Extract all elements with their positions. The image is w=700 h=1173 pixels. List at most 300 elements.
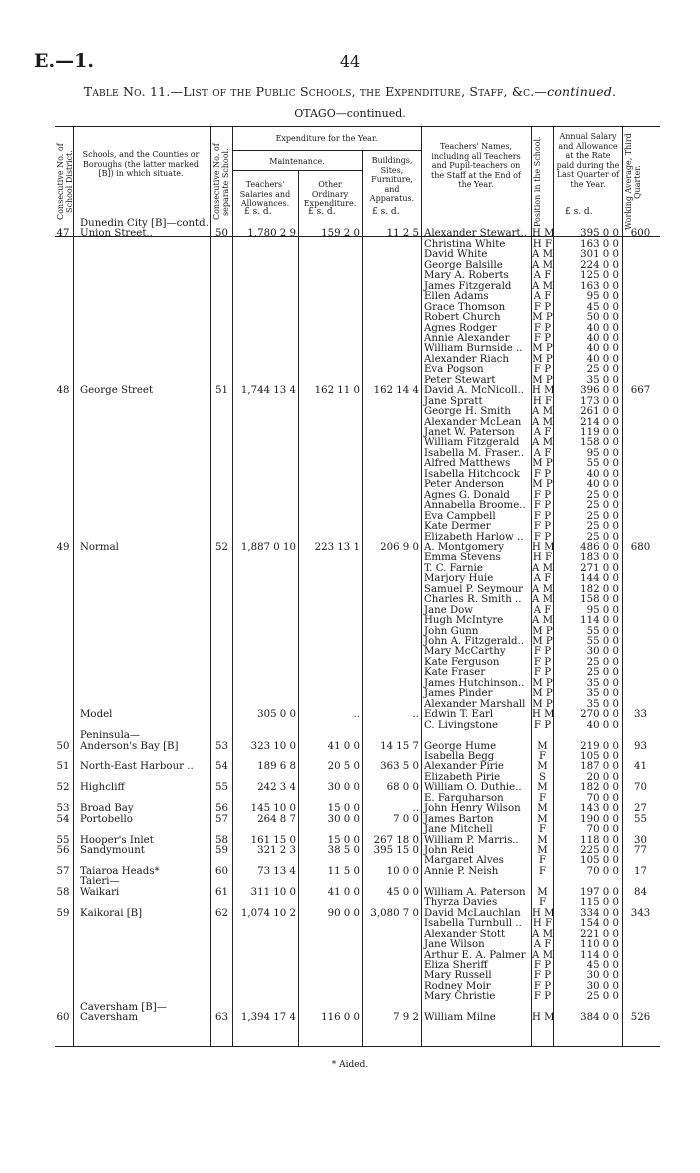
cell-teacher: E. Farquharson [424,792,504,804]
cell-school: Caversham [80,1012,139,1024]
cell-annual-salary: 30 0 0 [586,970,619,982]
cell-position: F P [533,646,552,658]
cell-annual-salary: 70 0 0 [586,824,619,836]
cell-annual-salary: 271 0 0 [580,562,619,574]
cell-buildings: 45 0 0 [386,886,419,898]
cell-teacher: Alexander Stewart.. [424,228,528,240]
cell-position: F [538,792,547,804]
cell-position: H F [532,552,553,564]
cell-teacher: Annie P. Neish [424,865,499,877]
cell-annual-salary: 40 0 0 [586,468,619,480]
cell-teacher: Eva Pogson [424,364,484,376]
cell-salaries: 311 10 0 [250,886,296,898]
cell-annual-salary: 395 0 0 [580,228,619,240]
cell-school: Kaikorai [B] [80,907,143,919]
cell-position: A M [532,583,554,595]
cell-school-no: 55 [215,782,228,794]
cell-position: F P [533,531,552,543]
cell-school-no: 63 [215,1012,228,1024]
cell-teacher: Agnes G. Donald [424,489,510,501]
cell-school-no: 54 [215,761,228,773]
cell-school: Anderson's Bay [B] [80,740,179,752]
cell-position: F P [533,500,552,512]
cell-teacher: Arthur E. A. Palmer [424,949,526,961]
cell-position: M [537,813,548,825]
cell-position: M P [532,677,553,689]
cell-district-no: 58 [56,886,70,898]
cell-school-no: 58 [215,834,228,846]
cell-annual-salary: 95 0 0 [586,447,619,459]
cell-position: H M [532,385,555,397]
cell-position: M [537,782,548,794]
cell-position: F P [533,301,552,313]
cell-position: F [538,897,547,909]
cell-position: F P [533,332,552,344]
cell-annual-salary: 25 0 0 [586,667,619,679]
cell-buildings: 7 9 2 [393,1012,419,1024]
cell-working-average: 77 [634,845,647,856]
cell-other-expenditure: 15 0 0 [327,803,360,815]
cell-annual-salary: 25 0 0 [586,656,619,668]
cell-position: H M [532,907,555,919]
bld-units: £ s. d. [372,207,400,217]
cell-district-no: 47 [56,228,70,240]
cell-position: A F [533,427,552,438]
cell-school-no: 50 [215,228,228,240]
cell-working-average: 27 [634,803,647,815]
cell-teacher: Jane Wilson [424,939,485,951]
cell-other-expenditure: 162 11 0 [314,385,360,397]
cell-position: F P [533,489,552,501]
cell-school-no: 60 [215,865,228,877]
cell-annual-salary: 158 0 0 [580,437,619,449]
header-working-average: Working Average, Third Quarter. [624,133,642,231]
cell-buildings: 7 0 0 [393,813,419,825]
cell-other-expenditure: .. [353,709,360,721]
cell-teacher: C. Livingstone [424,719,499,731]
cell-other-expenditure: 20 5 0 [327,761,360,773]
cell-position: M P [532,698,553,710]
cell-position: M [537,761,548,773]
cell-position: A F [533,573,552,585]
cell-position: M P [532,353,553,365]
cell-teacher: George H. Smith [424,406,511,418]
cell-teacher: George Balsille [424,259,503,271]
cell-buildings: 267 18 0 [373,834,419,846]
cell-annual-salary: 270 0 0 [580,709,619,721]
cell-annual-salary: 163 0 0 [580,238,619,250]
cell-position: M [537,886,548,898]
cell-position: F P [533,656,552,668]
cell-position: F P [533,970,552,982]
cell-position: F P [533,959,552,971]
cell-buildings: 10 0 0 [386,865,419,877]
header-teachers: Teachers' Names, including all Teachers and Pupil-teachers on the Staff at the End of the Year. [431,142,521,189]
cell-annual-salary: 30 0 0 [586,980,619,992]
cell-school-no: 57 [215,813,228,825]
cell-salaries: 1,074 10 2 [240,907,296,919]
cell-teacher: John Henry Wilson [424,803,521,815]
cell-annual-salary: 144 0 0 [580,573,619,585]
cell-teacher: Jane Dow [424,604,474,616]
cell-working-average: 41 [634,761,647,773]
cell-annual-salary: 50 0 0 [586,312,619,324]
cell-salaries: 305 0 0 [257,709,296,721]
cell-school: Waikari [80,886,120,898]
title-suffix: continued. [547,84,617,99]
cell-district-no: 48 [56,385,70,397]
cell-annual-salary: 55 0 0 [586,636,619,647]
cell-teacher: David White [424,249,488,261]
cell-annual-salary: 25 0 0 [586,364,619,376]
header-position: Position in the School. [533,136,542,228]
cell-school: Broad Bay [80,803,134,815]
cell-position: M [537,834,548,846]
cell-teacher: Jane Mitchell [424,824,493,836]
cell-working-average: 33 [634,709,647,721]
cell-teacher: Charles R. Smith .. [424,594,522,606]
cell-annual-salary: 334 0 0 [580,907,619,919]
cell-position: M P [532,374,553,386]
cell-salaries: 1,780 2 9 [247,228,296,240]
cell-annual-salary: 70 0 0 [586,865,619,877]
cell-teacher: Alexander Stott [424,928,506,940]
cell-annual-salary: 25 0 0 [586,531,619,543]
cell-annual-salary: 45 0 0 [586,301,619,313]
cell-teacher: Peter Anderson [424,479,504,491]
cell-school: Dunedin City [B]—contd. [80,218,209,229]
cell-annual-salary: 40 0 0 [586,332,619,344]
cell-position: M P [532,458,553,470]
cell-position: F [538,865,547,877]
cell-position: F P [533,980,552,992]
cell-teacher: Mary McCarthy [424,646,506,658]
cell-position: F [538,855,547,867]
cell-working-average: 30 [634,834,647,846]
cell-annual-salary: 214 0 0 [580,416,619,428]
cell-salaries: 264 8 7 [257,813,296,825]
cell-position: A M [532,615,554,627]
footnote-aided: * Aided. [331,1060,369,1070]
cell-working-average: 70 [634,782,647,794]
cell-annual-salary: 25 0 0 [586,510,619,522]
cell-annual-salary: 95 0 0 [586,604,619,616]
cell-position: H M [532,709,555,721]
cell-teacher: Annie Alexander [424,332,510,344]
cell-teacher: Alfred Matthews [424,458,511,470]
cell-annual-salary: 158 0 0 [580,594,619,606]
cell-teacher: Alexander McLean [424,416,522,428]
cell-annual-salary: 30 0 0 [586,646,619,658]
cell-position: F P [533,364,552,376]
cell-school: Taieri— [80,876,120,888]
cell-working-average: 667 [630,385,651,397]
cell-other-expenditure: 38 5 0 [327,845,360,856]
cell-salaries: 321 2 3 [257,845,296,856]
cell-position: F P [533,468,552,480]
cell-position: A F [533,270,552,282]
cell-teacher: William P. Marris.. [424,834,519,846]
cell-district-no: 57 [56,865,70,877]
cell-teacher: Hugh McIntyre [424,615,504,627]
cell-position: F P [533,991,552,1003]
cell-teacher: John Gunn [424,625,479,637]
cell-teacher: William O. Duthie.. [424,782,522,794]
cell-buildings: 363 5 0 [380,761,419,773]
cell-buildings: 11 2 5 [386,228,419,240]
cell-position: H F [532,918,553,930]
cell-buildings: .. [412,709,419,721]
cell-district-no: 50 [56,740,70,752]
cell-teacher: William Burnside .. [424,343,523,355]
cell-position: F [538,750,547,762]
cell-other-expenditure: 11 5 0 [327,865,360,877]
cell-other-expenditure: 15 0 0 [327,834,360,846]
cell-teacher: Marjory Huie [424,573,494,585]
cell-teacher: Peter Stewart [424,374,496,386]
cell-school-no: 62 [215,907,228,919]
cell-annual-salary: 396 0 0 [580,385,619,397]
cell-district-no: 49 [56,541,70,553]
cell-teacher: Emma Stevens [424,552,501,564]
cell-annual-salary: 40 0 0 [586,322,619,334]
cell-other-expenditure: 223 13 1 [314,541,360,553]
cell-school: Caversham [B]— [80,1001,167,1013]
cell-position: H F [532,395,553,407]
cell-teacher: Alexander Pirie [424,761,504,773]
cell-annual-salary: 105 0 0 [580,750,619,762]
cell-teacher: James Barton [424,813,494,825]
cell-position: A M [532,416,554,428]
cell-annual-salary: 114 0 0 [580,949,619,961]
cell-salaries: 145 10 0 [250,803,296,815]
header-schools: Schools, and the Counties or Boroughs (the latter marked [B]) in which situate. [82,150,200,178]
oth-units: £ s. d. [308,207,336,217]
cell-position: F P [533,667,552,679]
cell-annual-salary: 163 0 0 [580,280,619,292]
cell-annual-salary: 40 0 0 [586,479,619,491]
header-salaries: Teachers' Salaries and Allowances. [239,180,291,208]
cell-teacher: Agnes Rodger [424,322,497,334]
cell-position: M P [532,636,553,647]
cell-annual-salary: 173 0 0 [580,395,619,407]
cell-buildings: 206 9 0 [380,541,419,553]
cell-position: A M [532,594,554,606]
cell-annual-salary: 35 0 0 [586,698,619,710]
cell-working-average: 17 [634,865,647,877]
header-expenditure: Expenditure for the Year. [275,134,378,143]
cell-teacher: Isabella M. Fraser.. [424,447,525,459]
cell-teacher: William A. Paterson [424,886,526,898]
header-annual: Annual Salary and Allowance at the Rate paid during the Last Quarter of the Year. [556,132,620,189]
cell-school-no: 61 [215,886,228,898]
cell-annual-salary: 55 0 0 [586,625,619,637]
cell-district-no: 55 [56,834,70,846]
cell-annual-salary: 55 0 0 [586,458,619,470]
cell-teacher: John A. Fitzgerald.. [424,636,524,647]
cell-salaries: 161 15 0 [250,834,296,846]
cell-annual-salary: 154 0 0 [580,918,619,930]
cell-position: M P [532,625,553,637]
cell-annual-salary: 219 0 0 [580,740,619,752]
cell-position: F P [533,521,552,533]
cell-position: F P [533,510,552,522]
cell-position: H F [532,238,553,250]
cell-annual-salary: 118 0 0 [580,834,619,846]
cell-working-average: 55 [634,813,647,825]
cell-teacher: Elizabeth Pirie [424,771,501,783]
cell-district-no: 59 [56,907,70,919]
cell-annual-salary: 125 0 0 [580,270,619,282]
cell-teacher: Alexander Marshall [424,698,526,710]
header-other: Other Ordinary Expenditure. [303,180,357,208]
cell-school: Union Street.. [80,228,153,240]
cell-annual-salary: 114 0 0 [580,615,619,627]
cell-annual-salary: 182 0 0 [580,583,619,595]
cell-annual-salary: 261 0 0 [580,406,619,418]
cell-annual-salary: 221 0 0 [580,928,619,940]
cell-working-average: 526 [630,1012,651,1024]
cell-other-expenditure: 41 0 0 [327,886,360,898]
cell-other-expenditure: 159 2 0 [321,228,360,240]
cell-teacher: Samuel P. Seymour [424,583,524,595]
cell-teacher: Grace Thomson [424,301,506,313]
cell-buildings: .. [412,803,419,815]
cell-annual-salary: 384 0 0 [580,1012,619,1024]
cell-buildings: 14 15 7 [380,740,419,752]
cell-buildings: 395 15 0 [373,845,419,856]
cell-working-average: 343 [630,907,651,919]
cell-annual-salary: 182 0 0 [580,782,619,794]
cell-teacher: William Milne [424,1012,496,1024]
cell-teacher: William Fitzgerald [424,437,520,449]
cell-annual-salary: 115 0 0 [580,897,619,909]
cell-position: F [538,824,547,836]
region-subtitle: OTAGO—continued. [294,107,406,120]
cell-teacher: Kate Dermer [424,521,491,533]
cell-school: Model [80,709,113,721]
cell-district-no: 60 [56,1012,70,1024]
cell-teacher: Edwin T. Earl [424,709,494,721]
cell-teacher: Alexander Riach [424,353,509,365]
cell-position: A M [532,949,554,961]
cell-teacher: Kate Ferguson [424,656,500,668]
sal-units: £ s. d. [244,207,272,217]
cell-position: A F [533,291,552,303]
cell-position: S [539,771,546,783]
cell-teacher: Mary Christie [424,991,496,1003]
cell-school: North-East Harbour .. [80,761,194,773]
cell-salaries: 189 6 8 [257,761,296,773]
cell-school: Sandymount [80,845,145,856]
cell-district-no: 51 [56,761,70,773]
cell-position: A F [533,604,552,616]
cell-teacher: James Pinder [424,688,493,700]
cell-position: A M [532,249,554,261]
cell-teacher: Mary A. Roberts [424,270,509,282]
cell-teacher: Janet W. Paterson [424,427,515,438]
cell-annual-salary: 486 0 0 [580,541,619,553]
cell-annual-salary: 70 0 0 [586,792,619,804]
cell-position: M [537,740,548,752]
cell-position: H M [532,1012,555,1024]
cell-school: Portobello [80,813,133,825]
cell-teacher: Margaret Alves [424,855,504,867]
cell-teacher: Isabella Turnbull .. [424,918,522,930]
cell-position: M P [532,688,553,700]
cell-teacher: Kate Fraser [424,667,486,679]
cell-school: Taiaroa Heads* [80,865,160,877]
cell-school-no: 59 [215,845,228,856]
cell-school: Peninsula— [80,730,141,742]
cell-annual-salary: 40 0 0 [586,353,619,365]
cell-teacher: Elizabeth Harlow .. [424,531,524,543]
cell-teacher: Mary Russell [424,970,492,982]
cell-annual-salary: 119 0 0 [580,427,619,438]
cell-teacher: Rodney Moir [424,980,491,992]
cell-position: M [537,803,548,815]
cell-position: A M [532,562,554,574]
cell-buildings: 3,080 7 0 [370,907,419,919]
cell-teacher: James Hutchinson.. [424,677,525,689]
cell-working-average: 680 [630,541,651,553]
cell-working-average: 84 [634,886,647,898]
cell-annual-salary: 183 0 0 [580,552,619,564]
cell-annual-salary: 25 0 0 [586,991,619,1003]
cell-working-average: 600 [630,228,651,240]
cell-position: M P [532,343,553,355]
cell-annual-salary: 301 0 0 [580,249,619,261]
cell-teacher: Isabella Begg [424,750,495,762]
header-maintenance: Maintenance. [269,157,325,166]
header-consec-no: Consecutive No. of School District. [56,143,74,221]
cell-teacher: T. C. Farnie [424,562,483,574]
cell-salaries: 1,887 0 10 [240,541,296,553]
cell-working-average: 93 [634,740,647,752]
cell-teacher: Robert Church [424,312,501,324]
cell-teacher: David A. McNicoll.. [424,385,524,397]
cell-district-no: 52 [56,782,70,794]
cell-teacher: George Hume [424,740,497,752]
cell-position: A M [532,280,554,292]
cell-school: Highcliff [80,782,125,794]
report-code: E.—1. [34,50,94,72]
cell-buildings: 162 14 4 [373,385,419,397]
cell-position: A F [533,447,552,459]
cell-other-expenditure: 30 0 0 [327,782,360,794]
cell-annual-salary: 25 0 0 [586,489,619,501]
cell-annual-salary: 225 0 0 [580,845,619,856]
cell-district-no: 53 [56,803,70,815]
annual-units: £ s. d. [565,207,593,217]
cell-annual-salary: 187 0 0 [580,761,619,773]
cell-salaries: 1,744 13 4 [240,385,296,397]
cell-position: M [537,845,548,856]
cell-annual-salary: 35 0 0 [586,688,619,700]
cell-other-expenditure: 116 0 0 [321,1012,360,1024]
cell-school: George Street [80,385,154,397]
cell-teacher: John Reid [424,845,475,856]
cell-teacher: Jane Spratt [424,395,483,407]
cell-position: M P [532,312,553,324]
title-main: List of the Public Schools, the Expenditure, Staff, &c.— [183,84,548,99]
cell-position: F P [533,719,552,731]
cell-teacher: Ellen Adams [424,291,489,303]
cell-position: H M [532,541,555,553]
cell-position: A M [532,259,554,271]
cell-teacher: Christina White [424,238,506,250]
cell-annual-salary: 143 0 0 [580,803,619,815]
